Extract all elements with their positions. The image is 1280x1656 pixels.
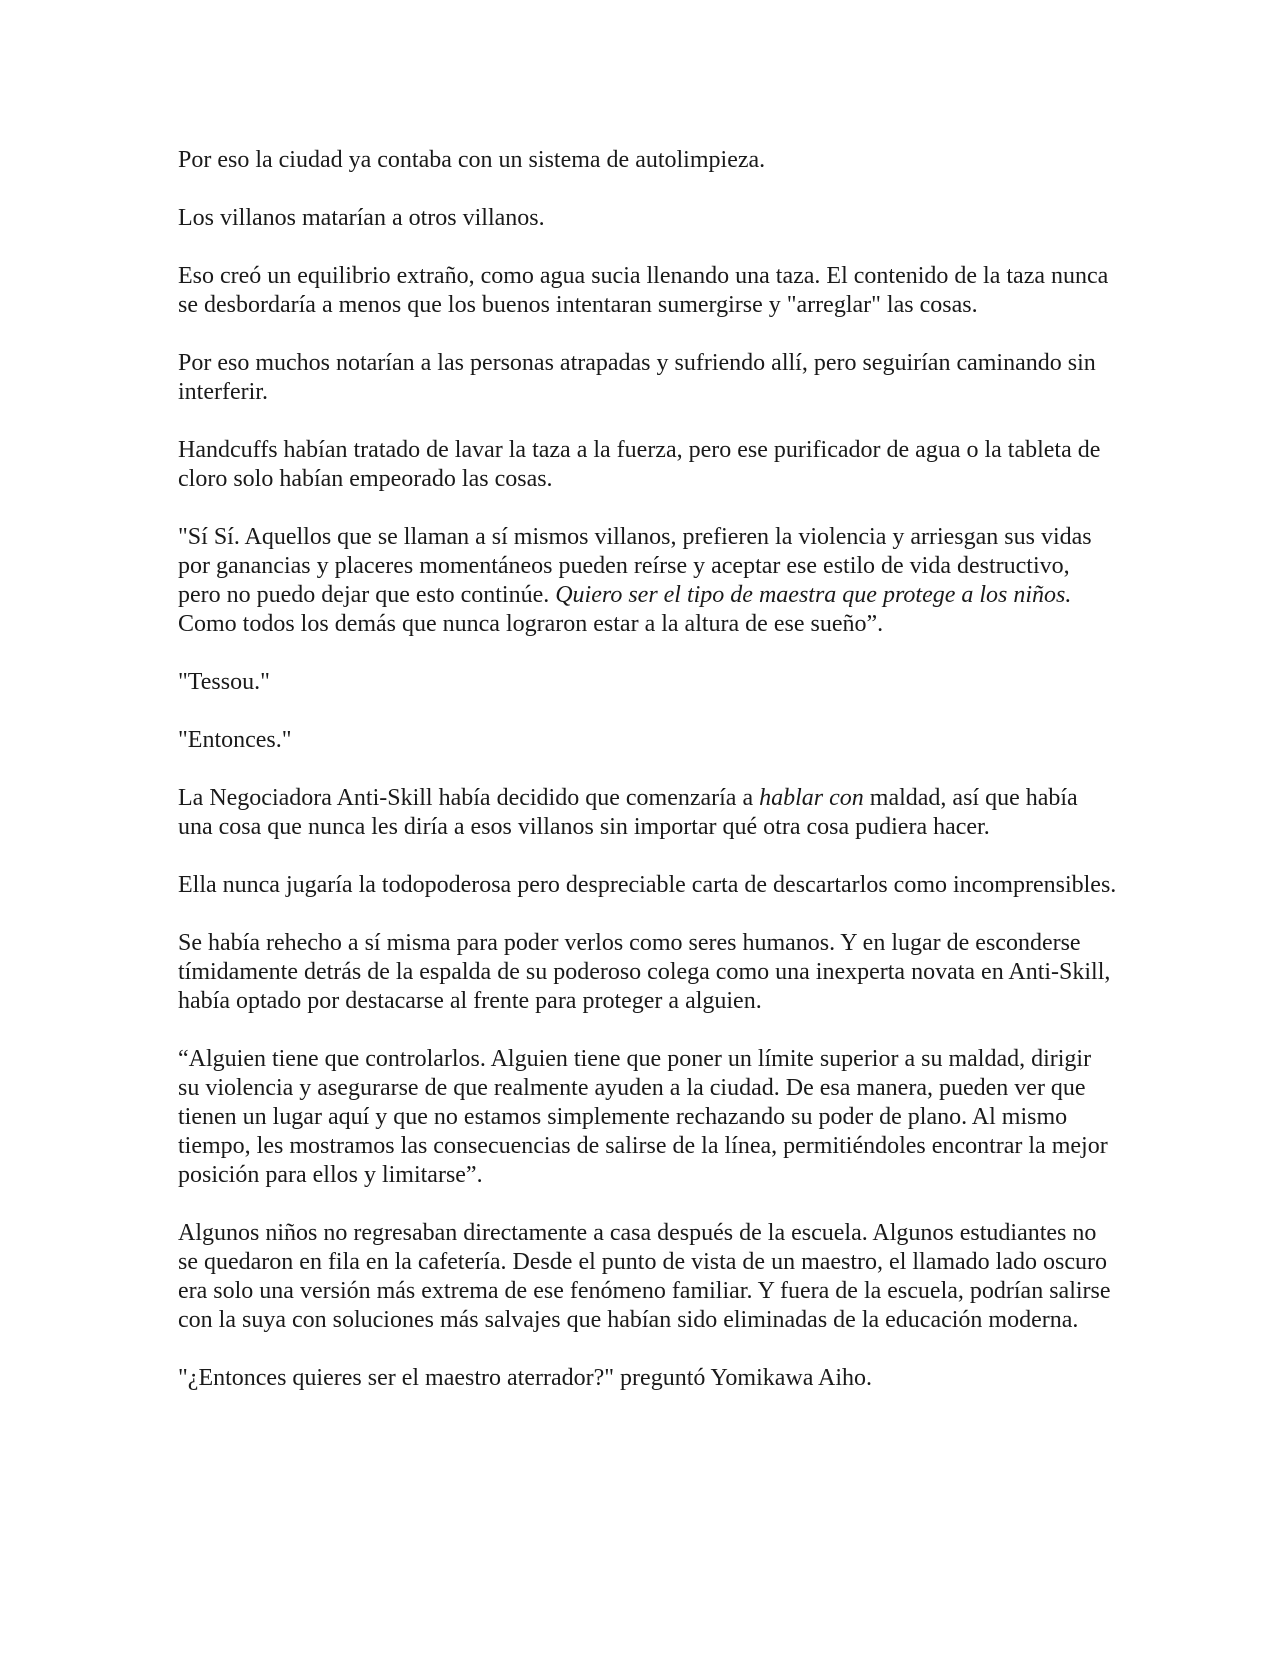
paragraph-3: Eso creó un equilibrio extraño, como agua sucia llenando una taza. El contenido de la taza nunca se desbordaría a menos que los buenos intentaran sumergirse y "arreglar" las cosas. [178, 263, 1109, 318]
paragraph-11: Se había rehecho a sí misma para poder verlos como seres humanos. Y en lugar de esconderse tímidamente detrás de la espalda de su poderoso colega como una inexperta novata en Anti-Skill, había optado por destacarse al frente para proteger a alguien. [178, 930, 1111, 1014]
paragraph-6 [178, 523, 1118, 639]
paragraph-12: “Alguien tiene que controlarlos. Alguien tiene que poner un límite superior a su maldad, dirigir su violencia y asegurarse de que realmente ayuden a la ciudad. De esa manera, pueden ver que tienen un lugar aquí y que no estamos simplemente rechazando su poder de plano. Al mismo tiempo, les mostramos las consecuencias de salirse de la línea, permitiéndoles encontrar la mejor posición para ellos y limitarse”. [178, 1046, 1108, 1188]
paragraph-6-before: "Sí Sí. Aquellos que se llaman a sí mismos villanos, prefieren la violencia y arriesgan sus vidas por ganancias y placeres momentáneos pueden reírse y aceptar ese estilo de vida destructivo, pero no puedo dejar que esto continúe. [178, 524, 1092, 608]
paragraph-9-italic: hablar con [759, 785, 864, 811]
paragraph-9-after: maldad, así que había una cosa que nunca les diría a esos villanos sin importar qué otra cosa pudiera hacer. [178, 785, 1078, 840]
paragraph-4: Por eso muchos notarían a las personas atrapadas y sufriendo allí, pero seguirían caminando sin interferir. [178, 350, 1096, 405]
paragraph-7: "Tessou." [178, 669, 270, 695]
paragraph-10: Ella nunca jugaría la todopoderosa pero despreciable carta de descartarlos como incomprensibles. [178, 872, 1117, 898]
body-text [178, 146, 1118, 1422]
paragraph-2: Los villanos matarían a otros villanos. [178, 205, 545, 231]
paragraph-1: Por eso la ciudad ya contaba con un sistema de autolimpieza. [178, 147, 766, 173]
paragraph-13: Algunos niños no regresaban directamente a casa después de la escuela. Algunos estudiantes no se quedaron en fila en la cafetería. Desde el punto de vista de un maestro, el llamado lado oscuro era solo una versión más extrema de ese fenómeno familiar. Y fuera de la escuela, podrían salirse con la suya con soluciones más salvajes que habían sido eliminadas de la educación moderna. [178, 1220, 1111, 1333]
paragraph-9 [178, 784, 1118, 842]
paragraph-8: "Entonces." [178, 727, 292, 753]
paragraph-6-italic: Quiero ser el tipo de maestra que protege a los niños. [555, 582, 1072, 608]
paragraph-9-before: La Negociadora Anti-Skill había decidido que comenzaría a [178, 785, 760, 811]
paragraph-5: Handcuffs habían tratado de lavar la taza a la fuerza, pero ese purificador de agua o la tableta de cloro solo habían empeorado las cosas. [178, 437, 1101, 492]
paragraph-6-after: Como todos los demás que nunca lograron estar a la altura de ese sueño”. [178, 611, 884, 637]
paragraph-14: "¿Entonces quieres ser el maestro aterrador?" preguntó Yomikawa Aiho. [178, 1365, 873, 1391]
